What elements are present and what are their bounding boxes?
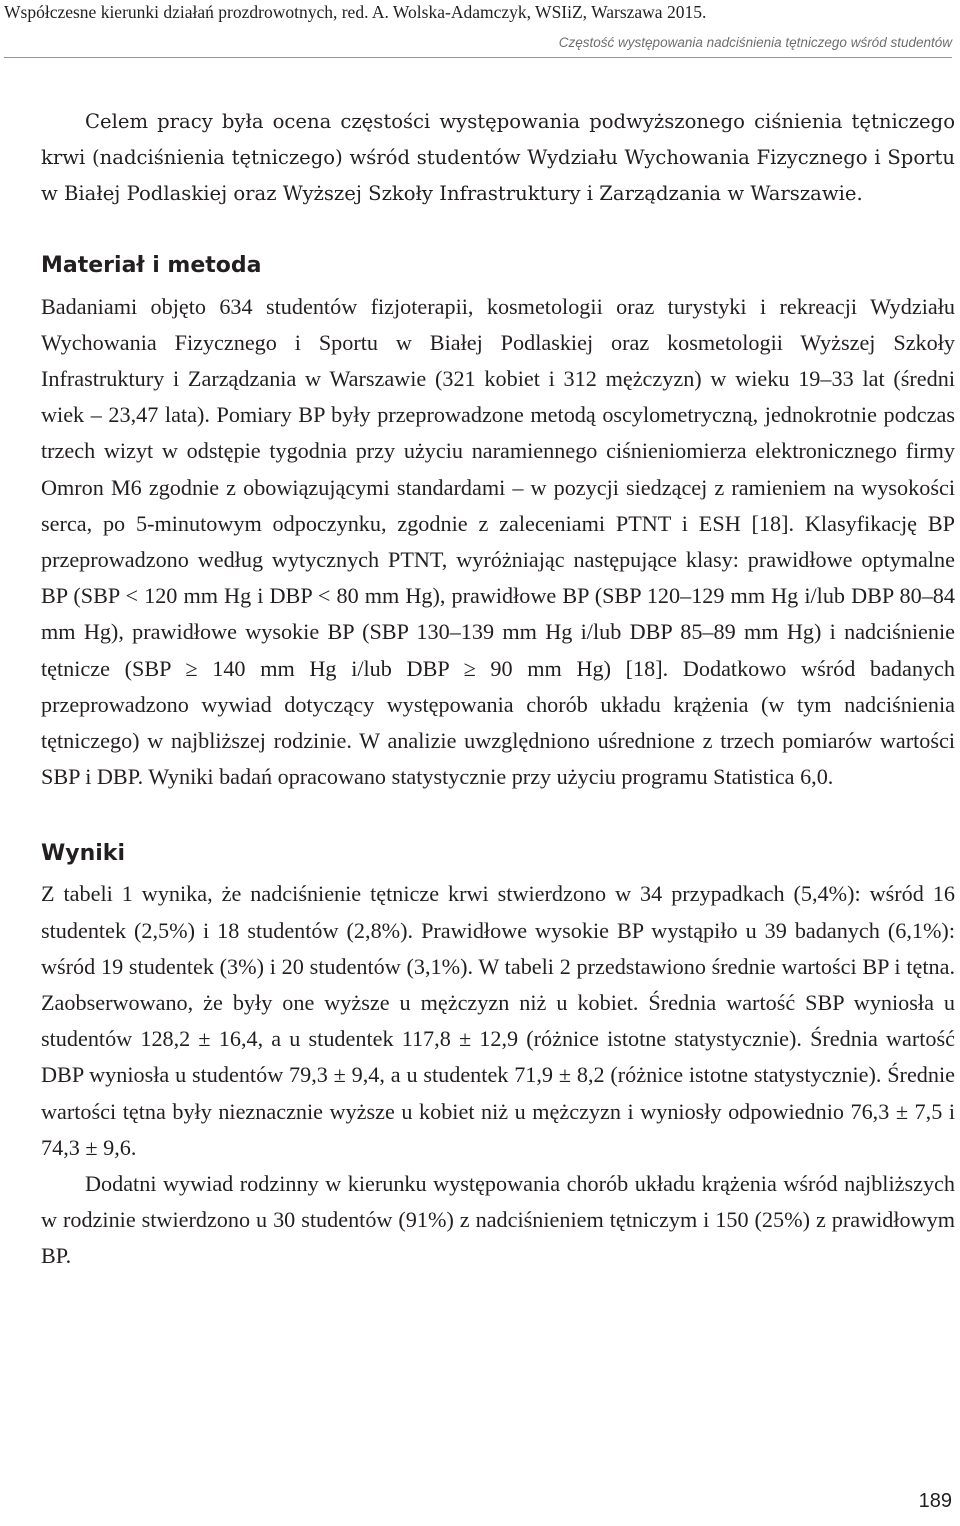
running-header-source: Współczesne kierunki działań prozdrowotnych, red. A. Wolska-Adamczyk, WSIiZ, Warszawa 2015. xyxy=(4,2,707,22)
header-divider xyxy=(4,57,952,58)
results-paragraph-2: Dodatni wywiad rodzinny w kierunku występowania chorób układu krążenia wśród najbliższych w rodzinie stwierdzono u 30 studentów (91%) z nadciśnieniem tętniczym i 150 (25%) z prawidłowym BP. xyxy=(41,1171,955,1269)
running-header-topic: Częstość występowania nadciśnienia tętniczego wśród studentów xyxy=(558,35,952,50)
article-body xyxy=(41,104,955,1275)
page-number: 189 xyxy=(918,1490,952,1512)
section-heading-results: Wyniki xyxy=(41,841,125,867)
methods-paragraph: Badaniami objęto 634 studentów fizjoterapii, kosmetologii oraz turystyki i rekreacji Wydziału Wychowania Fizycznego i Sportu w Białej Podlaskiej oraz kosmetologii Wyższej Szkoły Infrastruktury i Zarządzania w Warszawie (321 kobiet i 312 mężczyzn) w wieku 19–33 lat (średni wiek – 23,47 lata). Pomiary BP były przeprowadzone metodą oscylometryczną, jednokrotnie podczas trzech wizyt w odstępie tygodnia przy użyciu naramiennego ciśnieniomierza elektronicznego firmy Omron M6 zgodnie z obowiązującymi standardami – w pozycji siedzącej z ramieniem na wysokości serca, po 5-minutowym odpoczynku, zgodnie z zaleceniami PTNT i ESH [18]. Klasyfikację BP przeprowadzono według wytycznych PTNT, wyróżniając następujące klasy: prawidłowe optymalne BP (SBP < 120 mm Hg i DBP < 80 mm Hg), prawidłowe BP (SBP 120–129 mm Hg i/lub DBP 80–84 mm Hg), prawidłowe wysokie BP (SBP 130–139 mm Hg i/lub DBP 85–89 mm Hg) i nadciśnienie tętnicze (SBP ≥ 140 mm Hg i/lub DBP ≥ 90 mm Hg) [18]. Dodatkowo wśród badanych przeprowadzono wywiad dotyczący występowania chorób układu krążenia (w tym nadciśnienia tętniczego) w najbliższej rodzinie. W analizie uwzględniono uśrednione z trzech pomiarów wartości SBP i DBP. Wyniki badań opracowano statystycznie przy użyciu programu Statistica 6,0. xyxy=(41,293,955,790)
section-heading-methods: Materiał i metoda xyxy=(41,252,262,278)
results-paragraph-1: Z tabeli 1 wynika, że nadciśnienie tętnicze krwi stwierdzono w 34 przypadkach (5,4%): wśród 16 studentek (2,5%) i 18 studentów (2,8%). Prawidłowe wysokie BP wystąpiło u 39 badanych (6,1%): wśród 19 studentek (3%) i 20 studentów (3,1%). W tabeli 2 przedstawiono średnie wartości BP i tętna. Zaobserwowano, że były one wyższe u mężczyzn niż u kobiet. Średnia wartość SBP wyniosła u studentów 128,2 ± 16,4, a u studentek 117,8 ± 12,9 (różnice istotne statystycznie). Średnia wartość DBP wyniosła u studentów 79,3 ± 9,4, a u studentek 71,9 ± 8,2 (różnice istotne statystycznie). Średnie wartości tętna były nieznacznie wyższe u kobiet niż u mężczyzn i wyniosły odpowiednio 76,3 ± 7,5 i 74,3 ± 9,6. xyxy=(41,881,955,1160)
intro-paragraph: Celem pracy była ocena częstości występowania podwyższonego ciśnienia tętniczego krwi (nadciśnienia tętniczego) wśród studentów Wydziału Wychowania Fizycznego i Sportu w Białej Podlaskiej oraz Wyższej Szkoły Infrastruktury i Zarządzania w Warszawie. xyxy=(41,110,955,206)
